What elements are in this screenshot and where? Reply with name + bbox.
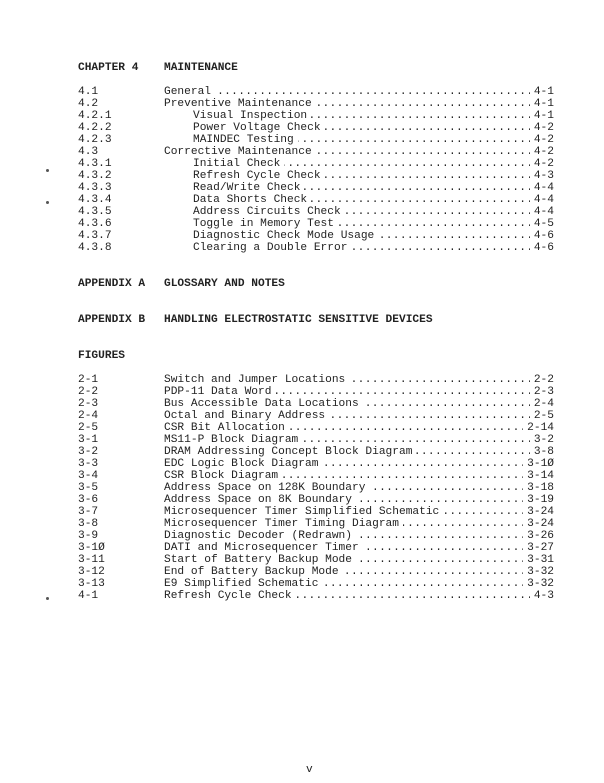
toc-entry bbox=[78, 134, 554, 146]
entry-number: 3-12 bbox=[78, 566, 105, 578]
page-number: v bbox=[306, 764, 313, 776]
dot-leader bbox=[403, 518, 523, 530]
entry-title: Address Space on 128K Boundary bbox=[164, 482, 366, 494]
entry-page: 3-24 bbox=[527, 518, 554, 530]
figures-heading: FIGURES bbox=[78, 350, 125, 362]
entry-page: 4-4 bbox=[533, 206, 554, 218]
toc-entry bbox=[78, 158, 554, 170]
entry-number: 4.2.3 bbox=[78, 134, 112, 146]
toc-entry bbox=[78, 182, 554, 194]
entry-title: PDP-11 Data Word bbox=[164, 386, 272, 398]
toc-entry bbox=[78, 218, 554, 230]
entry-number: 4.3.6 bbox=[78, 218, 112, 230]
dot-leader bbox=[443, 506, 523, 518]
figure-entry bbox=[78, 386, 554, 398]
toc-entry bbox=[78, 194, 554, 206]
entry-page: 4-2 bbox=[533, 158, 554, 170]
entry-number: 2-5 bbox=[78, 422, 99, 434]
entry-number: 3-2 bbox=[78, 446, 99, 458]
entry-title: Visual Inspection bbox=[193, 110, 308, 122]
dot-leader bbox=[363, 398, 530, 410]
entry-number: 3-8 bbox=[78, 518, 99, 530]
figures-section bbox=[78, 350, 554, 602]
entry-number: 4-1 bbox=[78, 590, 99, 602]
entry-title: Microsequencer Timer Simplified Schematic bbox=[164, 506, 440, 518]
entry-page: 3-24 bbox=[527, 506, 554, 518]
entry-page: 2-2 bbox=[533, 374, 554, 386]
entry-number: 3-4 bbox=[78, 470, 99, 482]
chapter-4-toc bbox=[78, 86, 554, 254]
entry-number: 2-4 bbox=[78, 410, 99, 422]
entry-number: 3-5 bbox=[78, 482, 99, 494]
toc-entry bbox=[78, 110, 554, 122]
entry-page: 3-26 bbox=[527, 530, 554, 542]
entry-page: 4-4 bbox=[533, 194, 554, 206]
entry-page: 4-1 bbox=[533, 110, 554, 122]
entry-number: 3-6 bbox=[78, 494, 99, 506]
figure-entry bbox=[78, 530, 554, 542]
entry-title: Diagnostic Decoder (Redrawn) bbox=[164, 530, 352, 542]
entry-page: 4-2 bbox=[533, 122, 554, 134]
entry-title: DRAM Addressing Concept Block Diagram bbox=[164, 446, 413, 458]
entry-page: 4-6 bbox=[533, 242, 554, 254]
figure-entry bbox=[78, 482, 554, 494]
entry-page: 3-18 bbox=[527, 482, 554, 494]
entry-number: 3-9 bbox=[78, 530, 99, 542]
entry-title: Microsequencer Timer Timing Diagram bbox=[164, 518, 399, 530]
chapter-label: CHAPTER 4 bbox=[78, 62, 139, 74]
figure-entry bbox=[78, 374, 554, 386]
dot-leader bbox=[298, 134, 530, 146]
entry-title: Clearing a Double Error bbox=[193, 242, 348, 254]
dot-leader bbox=[316, 146, 530, 158]
dot-leader bbox=[325, 122, 530, 134]
entry-title: Read/Write Check bbox=[193, 182, 301, 194]
appendix-a-section bbox=[78, 278, 554, 290]
chapter-4-section bbox=[78, 62, 554, 254]
dot-leader bbox=[356, 494, 523, 506]
entry-page: 4-6 bbox=[533, 230, 554, 242]
entry-page: 4-2 bbox=[533, 134, 554, 146]
scan-speck bbox=[46, 201, 49, 204]
entry-number: 4.2 bbox=[78, 98, 99, 110]
entry-title: Bus Accessible Data Locations bbox=[164, 398, 359, 410]
toc-entry bbox=[78, 146, 554, 158]
figure-entry bbox=[78, 506, 554, 518]
entry-page: 3-27 bbox=[527, 542, 554, 554]
entry-page: 3-2 bbox=[533, 434, 554, 446]
figure-entry bbox=[78, 518, 554, 530]
entry-title: Address Circuits Check bbox=[193, 206, 341, 218]
dot-leader bbox=[322, 578, 523, 590]
entry-page: 3-32 bbox=[527, 566, 554, 578]
entry-title: CSR Bit Allocation bbox=[164, 422, 285, 434]
entry-page: 2-3 bbox=[533, 386, 554, 398]
dot-leader bbox=[322, 458, 523, 470]
entry-number: 4.3.3 bbox=[78, 182, 112, 194]
entry-page: 4-5 bbox=[533, 218, 554, 230]
dot-leader bbox=[343, 566, 524, 578]
dot-leader bbox=[311, 194, 530, 206]
toc-entry bbox=[78, 86, 554, 98]
dot-leader bbox=[296, 590, 530, 602]
dot-leader bbox=[316, 98, 530, 110]
entry-page: 3-31 bbox=[527, 554, 554, 566]
entry-number: 4.3.5 bbox=[78, 206, 112, 218]
figure-entry bbox=[78, 470, 554, 482]
entry-number: 3-11 bbox=[78, 554, 105, 566]
entry-number: 2-2 bbox=[78, 386, 99, 398]
entry-number: 2-3 bbox=[78, 398, 99, 410]
figures-toc bbox=[78, 374, 554, 602]
dot-leader bbox=[282, 470, 523, 482]
entry-number: 3-3 bbox=[78, 458, 99, 470]
entry-title: Power Voltage Check bbox=[193, 122, 321, 134]
entry-number: 4.3.8 bbox=[78, 242, 112, 254]
toc-entry bbox=[78, 122, 554, 134]
dot-leader bbox=[351, 242, 529, 254]
entry-number: 4.2.1 bbox=[78, 110, 112, 122]
entry-title: Preventive Maintenance bbox=[164, 98, 312, 110]
entry-page: 3-19 bbox=[527, 494, 554, 506]
entry-title: Octal and Binary Address bbox=[164, 410, 326, 422]
chapter-heading bbox=[78, 62, 554, 74]
dot-leader bbox=[349, 374, 530, 386]
entry-title: Refresh Cycle Check bbox=[164, 590, 292, 602]
entry-title: EDC Logic Block Diagram bbox=[164, 458, 319, 470]
chapter-title: MAINTENANCE bbox=[164, 62, 238, 74]
entry-number: 3-1 bbox=[78, 434, 99, 446]
entry-page: 4-3 bbox=[533, 590, 554, 602]
entry-page: 3-1Ø bbox=[527, 458, 554, 470]
entry-number: 4.3.4 bbox=[78, 194, 112, 206]
entry-page: 4-2 bbox=[533, 146, 554, 158]
entry-number: 3-13 bbox=[78, 578, 105, 590]
entry-title: General bbox=[164, 86, 211, 98]
appendix-b-section bbox=[78, 314, 554, 326]
dot-leader bbox=[215, 86, 530, 98]
toc-entry bbox=[78, 230, 554, 242]
dot-leader bbox=[338, 218, 530, 230]
figure-entry bbox=[78, 494, 554, 506]
entry-number: 2-1 bbox=[78, 374, 99, 386]
entry-number: 4.3.7 bbox=[78, 230, 112, 242]
entry-number: 4.2.2 bbox=[78, 122, 112, 134]
dot-leader bbox=[325, 170, 530, 182]
entry-title: Data Shorts Check bbox=[193, 194, 308, 206]
toc-entry bbox=[78, 242, 554, 254]
toc-entry bbox=[78, 98, 554, 110]
entry-title: Diagnostic Check Mode Usage bbox=[193, 230, 375, 242]
dot-leader bbox=[356, 554, 523, 566]
entry-number: 4.1 bbox=[78, 86, 99, 98]
entry-page: 3-8 bbox=[533, 446, 554, 458]
entry-page: 2-5 bbox=[533, 410, 554, 422]
dot-leader bbox=[329, 410, 530, 422]
entry-title: Toggle in Memory Test bbox=[193, 218, 334, 230]
figure-entry bbox=[78, 566, 554, 578]
entry-page: 4-1 bbox=[533, 98, 554, 110]
appendix-a-title: GLOSSARY AND NOTES bbox=[164, 278, 285, 290]
entry-title: End of Battery Backup Mode bbox=[164, 566, 339, 578]
appendix-a-label: APPENDIX A bbox=[78, 278, 146, 290]
entry-title: Address Space on 8K Boundary bbox=[164, 494, 352, 506]
toc-entry bbox=[78, 206, 554, 218]
figure-entry bbox=[78, 578, 554, 590]
entry-title: Refresh Cycle Check bbox=[193, 170, 321, 182]
dot-leader bbox=[284, 158, 530, 170]
entry-page: 4-1 bbox=[533, 86, 554, 98]
figure-entry bbox=[78, 458, 554, 470]
entry-title: Initial Check bbox=[193, 158, 281, 170]
dot-leader bbox=[302, 434, 530, 446]
dot-leader bbox=[345, 206, 530, 218]
entry-title: DATI and Microsequencer Timer bbox=[164, 542, 359, 554]
dot-leader bbox=[369, 482, 523, 494]
dot-leader bbox=[356, 530, 523, 542]
figure-entry bbox=[78, 434, 554, 446]
entry-page: 2-4 bbox=[533, 398, 554, 410]
entry-page: 4-3 bbox=[533, 170, 554, 182]
entry-title: CSR Block Diagram bbox=[164, 470, 279, 482]
entry-title: Switch and Jumper Locations bbox=[164, 374, 346, 386]
dot-leader bbox=[275, 386, 529, 398]
figure-entry bbox=[78, 446, 554, 458]
scan-speck bbox=[46, 597, 49, 600]
appendix-b-label: APPENDIX B bbox=[78, 314, 146, 326]
entry-title: E9 Simplified Schematic bbox=[164, 578, 319, 590]
entry-number: 3-1Ø bbox=[78, 542, 105, 554]
figure-entry bbox=[78, 398, 554, 410]
dot-leader bbox=[311, 110, 530, 122]
figure-entry bbox=[78, 554, 554, 566]
entry-number: 4.3 bbox=[78, 146, 99, 158]
entry-title: Start of Battery Backup Mode bbox=[164, 554, 352, 566]
figure-entry bbox=[78, 590, 554, 602]
appendix-b-heading bbox=[78, 314, 554, 326]
entry-page: 2-14 bbox=[527, 422, 554, 434]
entry-number: 4.3.1 bbox=[78, 158, 112, 170]
appendix-a-heading bbox=[78, 278, 554, 290]
toc-entry bbox=[78, 170, 554, 182]
entry-page: 3-14 bbox=[527, 470, 554, 482]
dot-leader bbox=[363, 542, 523, 554]
entry-title: Corrective Maintenance bbox=[164, 146, 312, 158]
figure-entry bbox=[78, 542, 554, 554]
entry-page: 4-4 bbox=[533, 182, 554, 194]
appendix-b-title: HANDLING ELECTROSTATIC SENSITIVE DEVICES bbox=[164, 314, 433, 326]
dot-leader bbox=[416, 446, 529, 458]
dot-leader bbox=[304, 182, 529, 194]
figure-entry bbox=[78, 422, 554, 434]
scan-speck bbox=[46, 169, 49, 172]
dot-leader bbox=[289, 422, 523, 434]
entry-number: 4.3.2 bbox=[78, 170, 112, 182]
figure-entry bbox=[78, 410, 554, 422]
entry-title: MS11-P Block Diagram bbox=[164, 434, 299, 446]
entry-title: MAINDEC Testing bbox=[193, 134, 294, 146]
dot-leader bbox=[378, 230, 530, 242]
entry-number: 3-7 bbox=[78, 506, 99, 518]
entry-page: 3-32 bbox=[527, 578, 554, 590]
